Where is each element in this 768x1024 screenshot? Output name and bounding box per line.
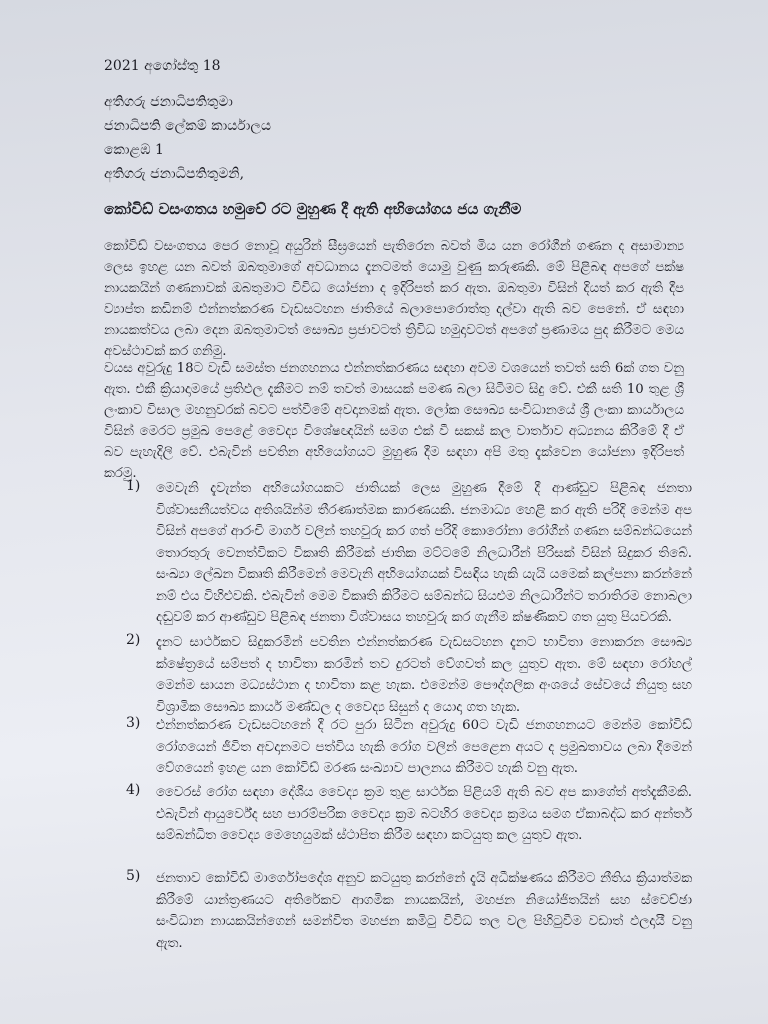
item-text: මෙවැනි දැවැන්ත අභියෝගයකට ජාතියක් ලෙස මුහුණ දීමේ දී ආණ්ඩුව පිළිබඳ ජනතා විශ්වාසනීයත්වය අතිශයින්ම තීරණාත්මක කාරණයකි. ජනමාධ්‍ය හෙළි කර ඇති පරිදි මෙන්ම අප විසින් අපගේ ආරංචි මාර්ග වලින් තහවුරු කර ගත් පරිදි කොරෝනා රෝගීන් ගණන සම්බන්ධයෙන් තොරතුරු වෙනත්විකට විකෘති කිරීමක් ජාතික මට්ටමේ නිලධාරීන් පිරිසක් විසින් සිදුකර තිබේ. සංඛ්‍යා ලේඛන විකෘති කිරීමෙන් මෙවැනි අභියෝගයක් විසඳිය හැකි යැයි යමෙක් කල්පනා කරන්නේ නම් එය විහිළුවකි. එබැවින් මෙම විකෘති කිරීමට සම්බන්ධ සියළුම නිලධාරීන්ට තරාතිරම නොබලා දඬුවම් කර ආණ්ඩුව පිළිබඳ ජනතා විශ්වාසය තහවුරු කර ගැනීම ක්ෂණිකව ගත යුතු පියවරකි. xyxy=(156,481,692,625)
body-paragraph: වයස අවුරුදු 18ට වැඩි සමස්ත ජනගහනය එන්නත්කරණය සඳහා අවම වශයෙන් තවත් සති 6ක් ගත වනු ඇත. එකී ක්‍රියාදාමයේ ප්‍රතිඵල දැකීමට නම් තවත් මාසයක් පමණ බලා සිටීමට සිදු වේ. එකී සති 10 තුළ ශ්‍රී ලංකාව විසාල මහනුවරක් බවට පත්වීමේ අවදානමක් ඇත. ලෝක සෞඛ්‍ය සංවිධානයේ ශ්‍රී ලංකා කාර්යාලය විසින් මෙරට ප්‍රමුඛ පෙළේ වෛද්‍ය විශේෂඥයින් සමග එක් වී සකස් කල වාර්තාව අධ්‍යනය කිරීමේ දී ඒ බව පැහැදිලි වේ. එබැවින් පවතින අභියෝගයට මුහුණ දීම සඳහා අපි මතු දැක්වෙන යෝජනා ඉදිරිපත් කරමු. xyxy=(104,361,684,481)
item-text: ජනතාව කෝවිඩ් මාර්ගෝපදේශ අනුව කටයුතු කරන්නේ දැයි අධීක්ෂණය කිරීමට නීතිය ක්‍රියාත්මක කිරීමේ යාන්ත්‍රණයට අතිරේකව ආගමික නායකයින්, මහජන නියෝජිතයින් සහ ස්වෙච්ඡා සංවිධාන නායකයින්ගෙන් සමන්විත මහජන කමිටු විවිධ තල වල පිහිටුවීම වඩාත් ඵලදායී වනු ඇත. xyxy=(156,871,692,951)
address-line: ජනාධිපති ලේකම් කාර්යාලය xyxy=(104,118,272,134)
item-number: 4) xyxy=(126,782,141,798)
item-number: 2) xyxy=(126,632,141,648)
item-text: එන්නත්කරණ වැඩසටහනේ දී රට පුරා සිටින අවුරුදු 60ට වැඩි ජනගහනයට මෙන්ම කෝවිඩ් රෝගයෙන් ජීවිත අවදානමට පත්විය හැකි රෝග වලින් පෙළෙන අයට ද ප්‍රමුඛතාවය ලබා දීමෙන් වේගයෙන් ඉහළ යන කෝවිඩ් මරණ සංඛ්‍යාව පාලනය කිරීමට හැකි වනු ඇත. xyxy=(156,718,692,776)
body-paragraph: කෝවිඩ් වසංගතය පෙර නොවූ අයුරින් සීඝ්‍රයෙන් පැතිරෙන බවත් මිය යන රෝගීන් ගණන ද අසාමාන්‍ය ලෙස ඉහළ යන බවත් ඔබතුමාගේ අවධානය දැනටමත් යොමු වුණු කරුණකි. මේ පිළිබඳ අපගේ පක්ෂ නායකයින් ගණනාවක් ඔබතුමාට විවිධ යෝජනා ද ඉදිරිපත් කර ඇත. ඔබතුමා විසින් දියත් කර ඇති දීප ව්‍යාප්ත කඩිනම් එන්නත්කරණ වැඩසටහන ජාතියේ බලාපොරොත්තු දල්වා ඇති බව පෙනේ. ඒ සඳහා නායකත්වය ලබා දෙන ඔබතුමාටත් සෞඛ්‍ය ප්‍රජාවටත් ත්‍රිවිධ හමුදාවටත් අපගේ ප්‍රණාමය පුද කිරීමට මෙය අවස්ථාවක් කර ගනිමු. xyxy=(104,239,684,359)
item-number: 1) xyxy=(126,478,141,494)
salutation: අතිගරු ජනාධිපතිතුමනි, xyxy=(104,166,245,182)
recipient-address xyxy=(104,90,271,162)
letter-date: 2021 අගෝස්තු 18 xyxy=(104,58,221,74)
item-number: 3) xyxy=(126,715,141,731)
letter-subject: කෝවිඩ් වසංගතය හමුවේ රට මුහුණ දී ඇති අභියෝගය ජය ගැනීම xyxy=(104,200,522,218)
item-text: වෛරස් රෝග සඳහා දේශීය වෛද්‍ය ක්‍රම තුළ සාර්ථක පිළියම් ඇති බව අප කාගේත් අත්දැකීමකි. එබැවින් ආයුර්වේද සහ පාරම්පරික වෛද්‍ය ක්‍රම බටහිර වෛද්‍ය ක්‍රමය සමග ඒකාබද්ධ කර අන්තර් සම්බන්ධිත වෛද්‍ය මෙහෙයුමක් ස්ථාපිත කිරීම සඳහා කටයුතු කල යුතුව ඇත. xyxy=(156,785,692,843)
item-text: දැනට සාර්ථකව සිදුකරමින් පවතින එන්නත්කරණ වැඩසටහන දැනට භාවිතා නොකරන සෞඛ්‍ය ක්ෂේත්‍රයේ සම්පත් ද භාවිතා කරමින් තව දුරටත් වේගවත් කල යුතුව ඇත. මේ සඳහා රෝහල් මෙන්ම සායන මධ්‍යස්ථාන ද භාවිතා කළ හැක. එමෙන්ම පෞද්ගලික අංශයේ සේවයේ නියුතු සහ විශ්‍රාමික සෞඛ්‍ය කාර්ය මණ්ඩල ද වෛද්‍ය සිසුන් ද යොදා ගත හැක. xyxy=(156,635,692,715)
address-line: කොළඹ 1 xyxy=(104,142,164,158)
address-line: අතිගරු ජනාධිපතිතුමා xyxy=(104,94,233,110)
item-number: 5) xyxy=(126,868,141,884)
